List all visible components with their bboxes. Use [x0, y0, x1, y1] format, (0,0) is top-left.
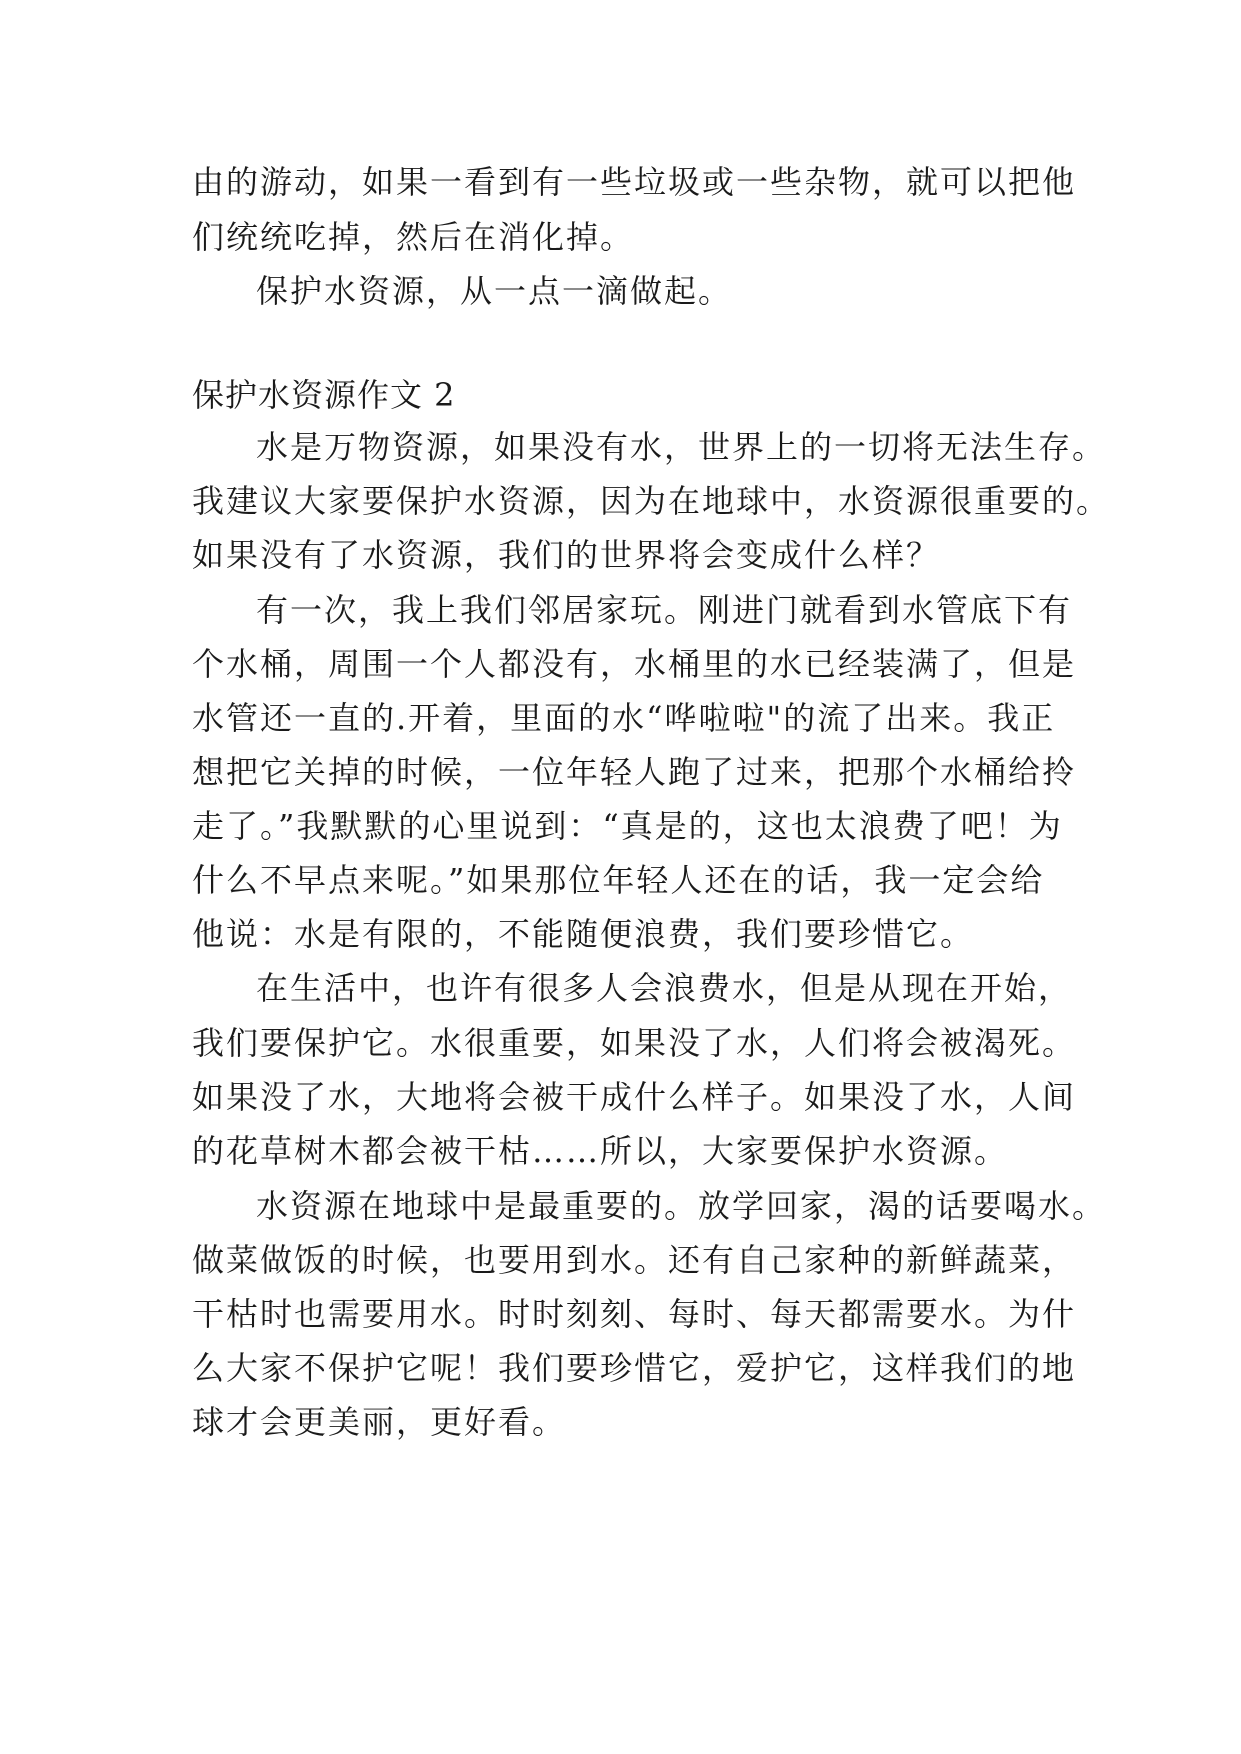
intro-line: 们统统吃掉，然后在消化掉。 [192, 218, 635, 256]
section-heading: 保护水资源作文 2 [192, 376, 456, 414]
paragraph-line: 想把它关掉的时候，一位年轻人跑了过来，把那个水桶给拎 [192, 753, 1077, 791]
paragraph-line: 干枯时也需要用水。时时刻刻、每时、每天都需要水。为什 [192, 1295, 1077, 1333]
paragraph-line: 的花草树木都会被干枯……所以，大家要保护水资源。 [192, 1132, 1009, 1170]
paragraph-line: 如果没了水，大地将会被干成什么样子。如果没了水，人间 [192, 1078, 1077, 1116]
paragraph-line: 个水桶，周围一个人都没有，水桶里的水已经装满了，但是 [192, 645, 1077, 683]
paragraph-line: 水资源在地球中是最重要的。放学回家，渴的话要喝水。 [256, 1187, 1107, 1225]
paragraph-line: 我建议大家要保护水资源，因为在地球中，水资源很重要的。 [192, 482, 1111, 520]
paragraph-line: 走了。”我默默的心里说到：“真是的，这也太浪费了吧！为 [192, 807, 1063, 845]
paragraph-line: 做菜做饭的时候，也要用到水。还有自己家种的新鲜蔬菜， [192, 1241, 1077, 1279]
paragraph-line: 在生活中，也许有很多人会浪费水，但是从现在开始， [256, 969, 1073, 1007]
paragraph-line: 什么不早点来呢。”如果那位年轻人还在的话，我一定会给 [192, 861, 1045, 899]
paragraph-line: 水管还一直的.开着，里面的水“哗啦啦"的流了出来。我正 [192, 699, 1056, 737]
paragraph-line: 水是万物资源，如果没有水，世界上的一切将无法生存。 [256, 428, 1107, 466]
paragraph-line: 如果没有了水资源，我们的世界将会变成什么样？ [192, 536, 941, 574]
paragraph-line: 他说：水是有限的，不能随便浪费，我们要珍惜它。 [192, 915, 975, 953]
paragraph-line: 么大家不保护它呢！我们要珍惜它，爱护它，这样我们的地 [192, 1349, 1077, 1387]
paragraph-line: 球才会更美丽，更好看。 [192, 1403, 567, 1441]
paragraph-line: 有一次，我上我们邻居家玩。刚进门就看到水管底下有 [256, 591, 1073, 629]
intro-line: 由的游动，如果一看到有一些垃圾或一些杂物，就可以把他 [192, 163, 1077, 201]
closing-line: 保护水资源，从一点一滴做起。 [256, 272, 733, 310]
paragraph-line: 我们要保护它。水很重要，如果没了水，人们将会被渴死。 [192, 1024, 1077, 1062]
